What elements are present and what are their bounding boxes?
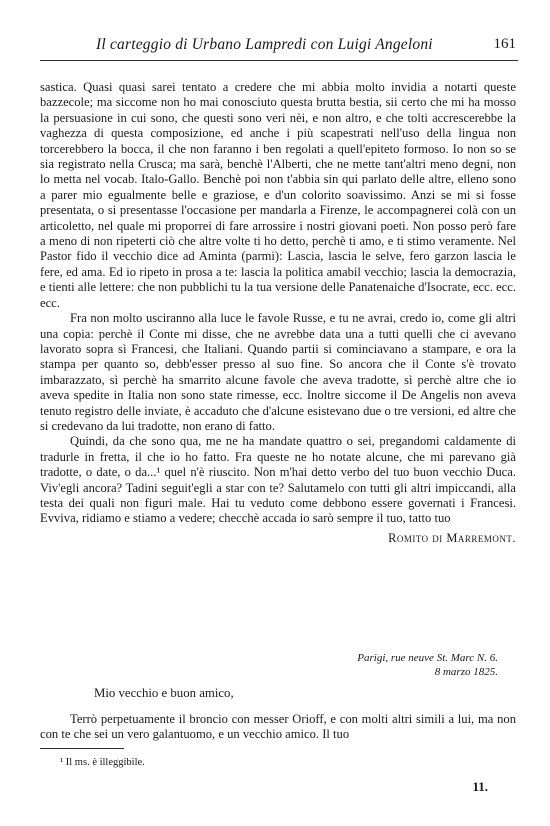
running-header — [40, 36, 518, 61]
letter-signature: Romito di Marremont. — [388, 530, 516, 545]
footnote: ¹ Il ms. è illeggibile. — [60, 757, 145, 768]
paragraph: sastica. Quasi quasi sarei tentato a credere che mi abbia molto invidia a notarti queste bazzecole; ma siccome non ho mai conosciuto questa brutta bestia, sii certo che mi ha mosso la persuasione in cui sono, che questi sono veri nèi, e non altro, e che tolti accrescerebbe la vaghezza di questa composizione, ed anche i più scapestrati nell'uso della lingua non torcerebbero la bocca, il che non faranno i ben regolati a quell'epiteto formoso. Io non so se sia registrato nella Crusca; ma sarà, benchè l'Alberti, che ne mette tant'altri meno degni, non lo metta nel vocab. Italo-Gallo. Benchè poi non t'abbia sin qui parlato delle altre, elleno sono a parer mio egualmente belle e graziose, e d'un colorito soavissimo. Anzi se mi si fosse presentata, o si presentasse l'occasione per mandarla a Firenze, le accompagnerei colà con un articoletto, nel quale mi proporrei di fare arrossire i nostri giovani poeti. Non posso però fare a meno di non ripeterti ciò che altre volte ti ho detto, perchè ti amo, e ti stimo veramente. Nel Pastor fido il vecchio dice ad Aminta (parmi): Lascia, lascia le selve, fero garzon lascia le fere, ed ama. Ed io ripeto in prosa a te: lascia la politica amabil vecchio; lascia la democrazia, e tienti alle lettere: che non pubblichi tu la tua versione delle Panatenaiche d'Isocrate, ecc. ecc. ecc. — [40, 80, 516, 310]
dateline-date: 8 marzo 1825. — [434, 666, 498, 678]
page-number: 161 — [493, 36, 516, 52]
paragraph: Quindi, da che sono qua, me ne ha mandate quattro o sei, pregandomi caldamente di tradurle in fretta, il che io ho fatto. Fra queste ne ho notate alcune, che mi parevano già tradotte, o date, o da...¹ quel n'è riuscito. Non m'hai detto verbo del tuo buon vecchio Duca. Viv'egli ancora? Tadini seguit'egli a star con te? Salutamelo con tutti gli altri impiccandi, alla testa dei quali non figuri male. Hai tu veduto come debbono essere governati i Francesi. Evviva, ridiamo e stiamo a vedere; checchè accada io sarò sempre il tuo, tatto tuo — [40, 434, 516, 526]
dateline-place: Parigi, rue neuve St. Marc N. 6. — [357, 652, 498, 664]
paragraph: Fra non molto usciranno alla luce le favole Russe, e tu ne avrai, credo io, come gli altri una copia: perchè il Conte mi disse, che ne avrebbe data una a tutti quelli che ci avevano lavorato sopra sì Francesi, che Italiani. Quando partii si cominciavano a stampare, e ora la stampa per quanto so, debb'esser presso al suo fine. So ancora che il Conte s'è trovato imbarazzato, sì perchè ha smarrito alcune favole che aveva tradotte, sì perchè altre che io aveva spedite in Italia non sono state rimesse, ecc. Inoltre siccome il De Angelis non aveva tenuto registro delle inviate, è accaduto che d'alcune esistevano due o tre versioni, ed altre che si credevano da lui tradotte, non erano di fatto. — [40, 311, 516, 433]
letter-body: Terrò perpetuamente il broncio con messer Orioff, e con molti altri simili a lui, ma non con te che sei un vero galantuomo, e un vecchio amico. Il tuo — [40, 712, 516, 742]
main-text — [40, 80, 516, 546]
signature-mark: 11. — [472, 779, 488, 794]
running-title: Il carteggio di Urbano Lampredi con Luigi Angeloni — [96, 36, 433, 53]
salutation: Mio vecchio e buon amico, — [94, 686, 234, 700]
footnote-rule — [40, 748, 124, 749]
dateline — [357, 651, 498, 679]
